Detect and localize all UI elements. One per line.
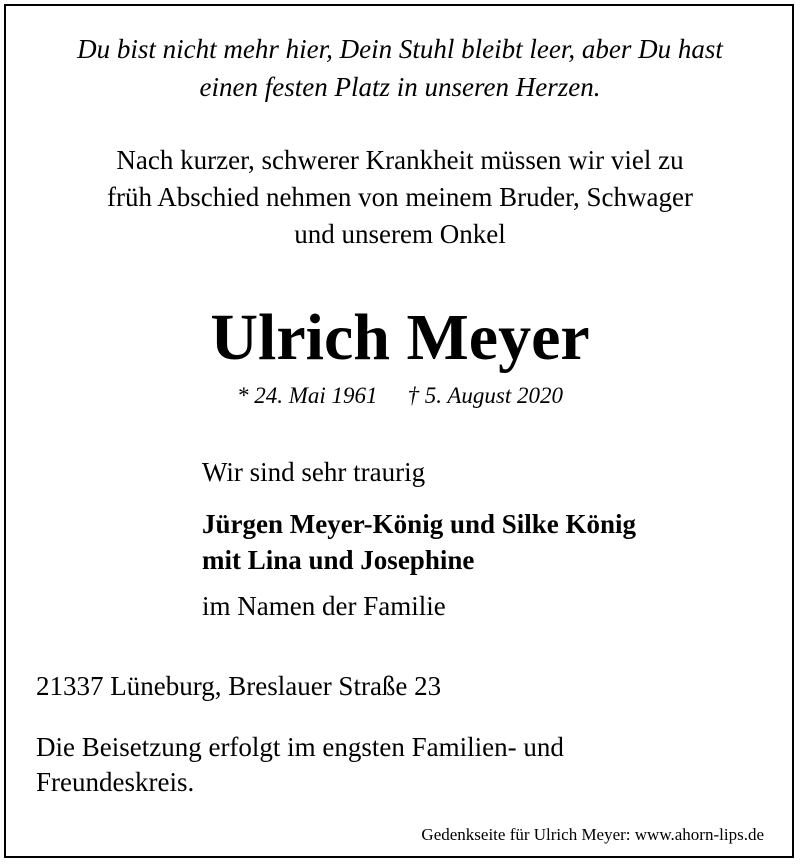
intro-line-2: früh Abschied nehmen von meinem Bruder, Schwager xyxy=(106,182,693,212)
deceased-name: Ulrich Meyer xyxy=(210,301,590,374)
sad-text: Wir sind sehr traurig xyxy=(202,457,426,487)
mourners-line-2: mit Lina und Josephine xyxy=(202,545,475,575)
address: 21337 Lüneburg, Breslauer Straße 23 xyxy=(36,671,442,701)
life-dates xyxy=(0,380,800,412)
memorial-page-link[interactable]: Gedenkseite für Ulrich Meyer: www.ahorn-lips.de xyxy=(421,825,764,844)
funeral-line-2: Freundeskreis. xyxy=(36,767,195,797)
behalf-text: im Namen der Familie xyxy=(202,591,446,621)
intro-text xyxy=(0,142,800,253)
funeral-line-1: Die Beisetzung erfolgt im engsten Familien- und xyxy=(36,732,564,762)
intro-line-3: und unserem Onkel xyxy=(294,219,506,249)
funeral-notice xyxy=(36,730,736,800)
birth-date: * 24. Mai 1961 xyxy=(236,383,378,408)
motto-quote xyxy=(0,30,800,106)
death-date: † 5. August 2020 xyxy=(407,383,564,408)
intro-line-1: Nach kurzer, schwerer Krankheit müssen wir viel zu xyxy=(116,145,684,175)
mourners-line-1: Jürgen Meyer-König und Silke König xyxy=(202,509,637,539)
motto-line-1: Du bist nicht mehr hier, Dein Stuhl bleibt leer, aber Du hast xyxy=(77,34,723,64)
motto-line-2: einen festen Platz in unseren Herzen. xyxy=(199,72,601,102)
mourners-names xyxy=(202,506,762,578)
